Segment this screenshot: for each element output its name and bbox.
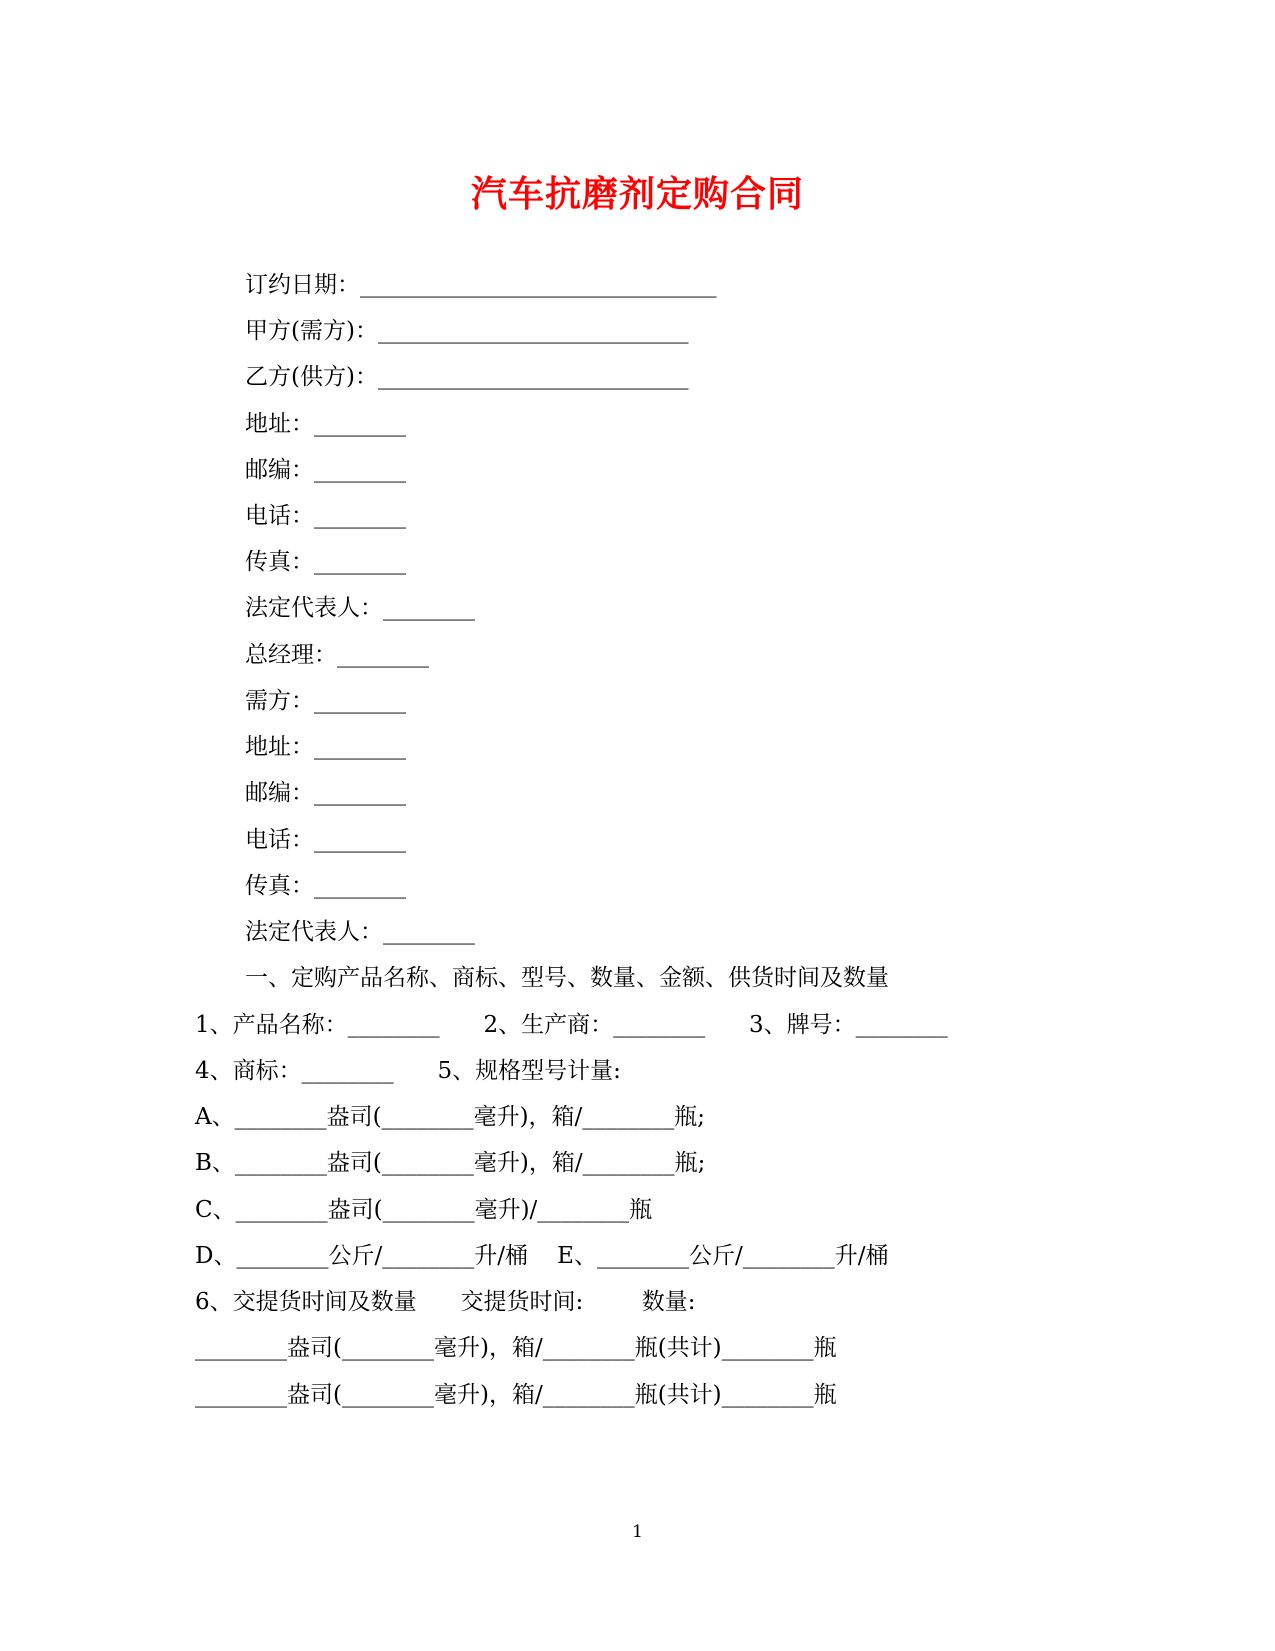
spec-a-line: A、________盎司(________毫升)，箱/________瓶; [195,1104,706,1130]
legal-representative-line: 法定代表人：________ [245,595,475,621]
section-heading: 一、定购产品名称、商标、型号、数量、金额、供货时间及数量 [245,965,889,991]
spec-b-line: B、________盎司(________毫升)，箱/________瓶; [195,1150,706,1176]
brand-spec-line: 4、商标：________ 5、规格型号计量: [195,1058,621,1084]
party-a-line: 甲方(需方)：___________________________ [245,318,689,344]
fax-line: 传真：________ [245,549,406,575]
document-title: 汽车抗磨剂定购合同 [470,173,804,215]
address-line: 地址：________ [245,411,406,437]
product-info-line: 1、产品名称：________ 2、生产商：________ 3、牌号：________ [195,1012,948,1038]
buyer-address-line: 地址：________ [245,734,406,760]
page-number: 1 [632,1522,643,1542]
contract-date-line: 订约日期：_______________________________ [245,272,717,298]
buyer-line: 需方：________ [245,688,406,714]
delivery-row: ________盎司(________毫升)，箱/________瓶(共计)________瓶 [195,1335,837,1361]
buyer-fax-line: 传真：________ [245,873,406,899]
spec-de-line: D、________公斤/________升/桶 E、________公斤/________升/桶 [195,1243,889,1269]
buyer-phone-line: 电话：________ [245,827,406,853]
party-b-line: 乙方(供方)：___________________________ [245,364,689,390]
general-manager-line: 总经理：________ [245,642,429,668]
buyer-legal-representative-line: 法定代表人：________ [245,919,475,945]
delivery-heading-line: 6、交提货时间及数量 交提货时间: 数量: [195,1289,696,1315]
delivery-row: ________盎司(________毫升)，箱/________瓶(共计)________瓶 [195,1382,837,1408]
phone-line: 电话：________ [245,503,406,529]
buyer-postcode-line: 邮编：________ [245,780,406,806]
spec-c-line: C、________盎司(________毫升)/________瓶 [195,1197,653,1223]
postcode-line: 邮编：________ [245,457,406,483]
